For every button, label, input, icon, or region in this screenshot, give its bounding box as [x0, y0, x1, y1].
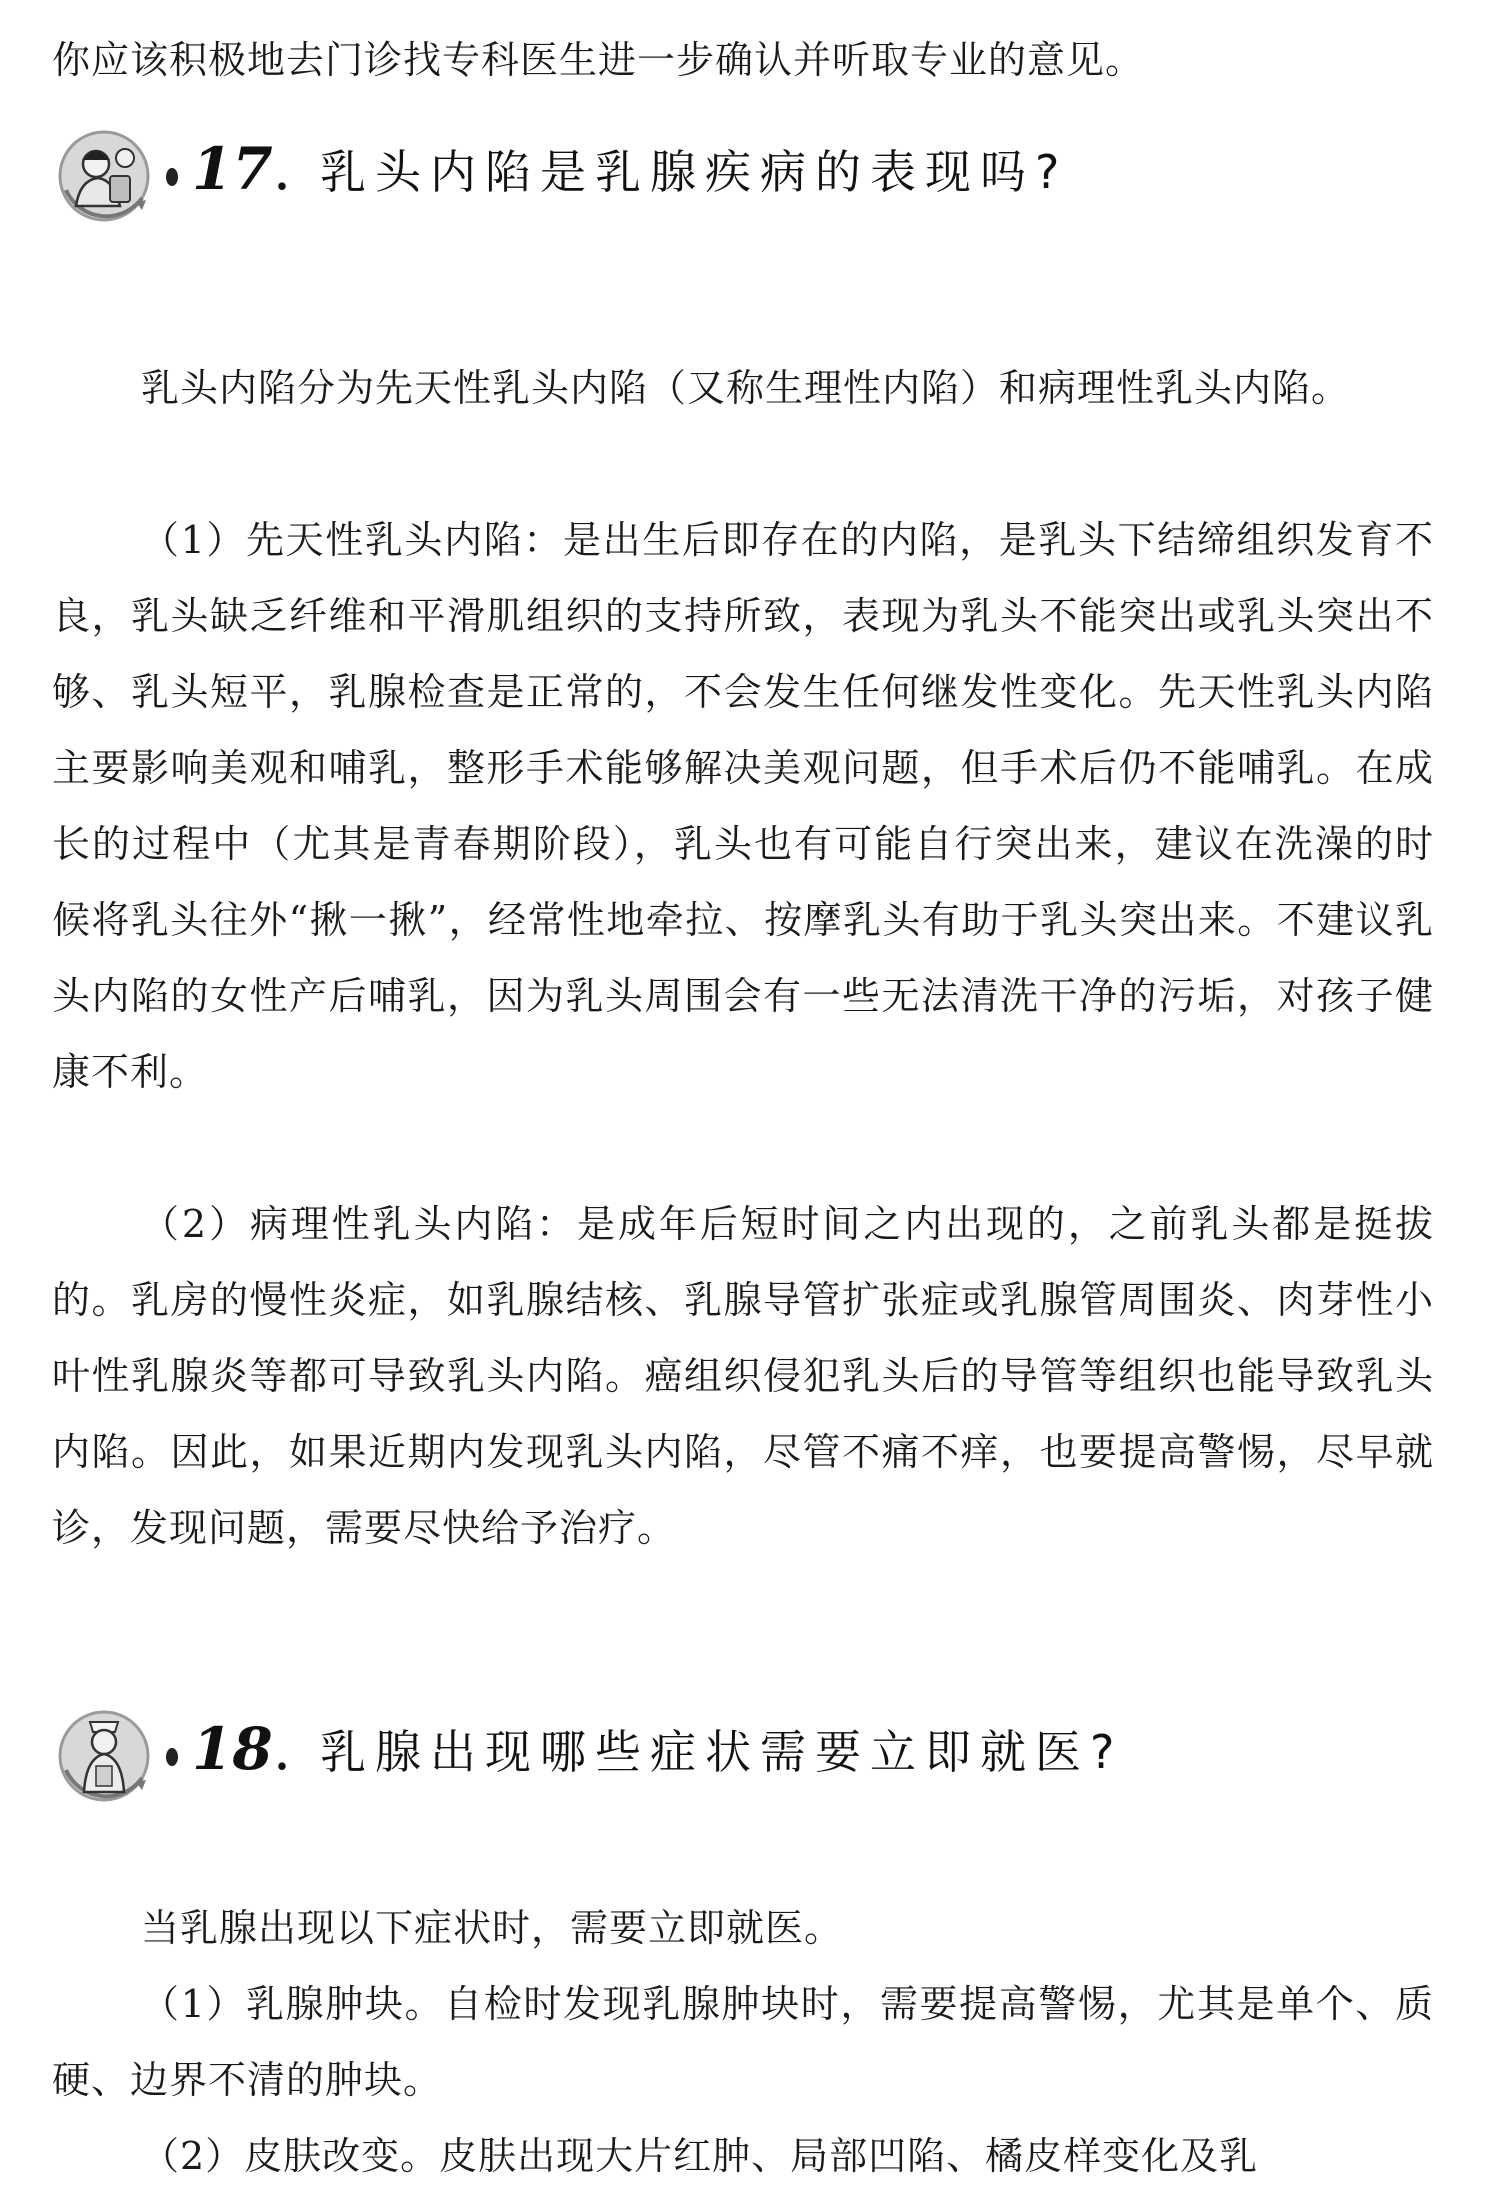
- section-title: 乳腺出现哪些症状需要立即就医?: [320, 1725, 1124, 1779]
- section-number-dot: .: [272, 1715, 292, 1783]
- paragraph: （1）先天性乳头内陷：是出生后即存在的内陷，是乳头下结缔组织发育不良，乳头缺乏纤维和平滑肌组织的支持所致，表现为乳头不能突出或乳头突出不够、乳头短平，乳腺检查是正常的，不会发生任何继发性变化。先天性乳头内陷主要影响美观和哺乳，整形手术能够解决美观问题，但手术后仍不能哺乳。在成长的过程中（尤其是青春期阶段），乳头也有可能自行突出来，建议在洗澡的时候将乳头往外“揪一揪”，经常性地牵拉、按摩乳头有助于乳头突出来。不建议乳头内陷的女性产后哺乳，因为乳头周围会有一些无法清洗干净的污垢，对孩子健康不利。: [52, 518, 1434, 1094]
- heading-bullet-dot: [166, 168, 178, 186]
- section-number: [192, 134, 291, 204]
- paragraph: 当乳腺出现以下症状时，需要立即就医。: [141, 1906, 844, 1950]
- section-18-heading: [52, 1700, 1434, 1810]
- section-17-heading: [52, 120, 1434, 230]
- section-number-dot: .: [272, 135, 292, 203]
- section-number: [192, 1714, 291, 1784]
- paragraph: （2）病理性乳头内陷：是成年后短时间之内出现的，之前乳头都是挺拔的。乳房的慢性炎症，如乳腺结核、乳腺导管扩张症或乳腺管周围炎、肉芽性小叶性乳腺炎等都可导致乳头内陷。癌组织侵犯乳头后的导管等组织也能导致乳头内陷。因此，如果近期内发现乳头内陷，尽管不痛不痒，也要提高警惕，尽早就诊，发现问题，需要尽快给予治疗。: [52, 1202, 1434, 1550]
- section-number-value: 17: [192, 135, 273, 203]
- section-number-value: 18: [192, 1715, 273, 1783]
- nurse-portrait-emblem-icon: [52, 1700, 162, 1810]
- paragraph: （1）乳腺肿块。自检时发现乳腺肿块时，需要提高警惕，尤其是单个、质硬、边界不清的肿块。: [52, 1982, 1434, 2102]
- paragraph: 乳头内陷分为先天性乳头内陷（又称生理性内陷）和病理性乳头内陷。: [141, 366, 1351, 410]
- heading-bullet-dot: [166, 1748, 178, 1766]
- doctor-portrait-emblem-icon: [52, 120, 162, 230]
- section-title: 乳头内陷是乳腺疾病的表现吗?: [320, 145, 1069, 199]
- paragraph: （2）皮肤改变。皮肤出现大片红肿、局部凹陷、橘皮样变化及乳: [141, 2134, 1259, 2178]
- intro-line: 你应该积极地去门诊找专科医生进一步确认并听取专业的意见。: [52, 38, 1145, 82]
